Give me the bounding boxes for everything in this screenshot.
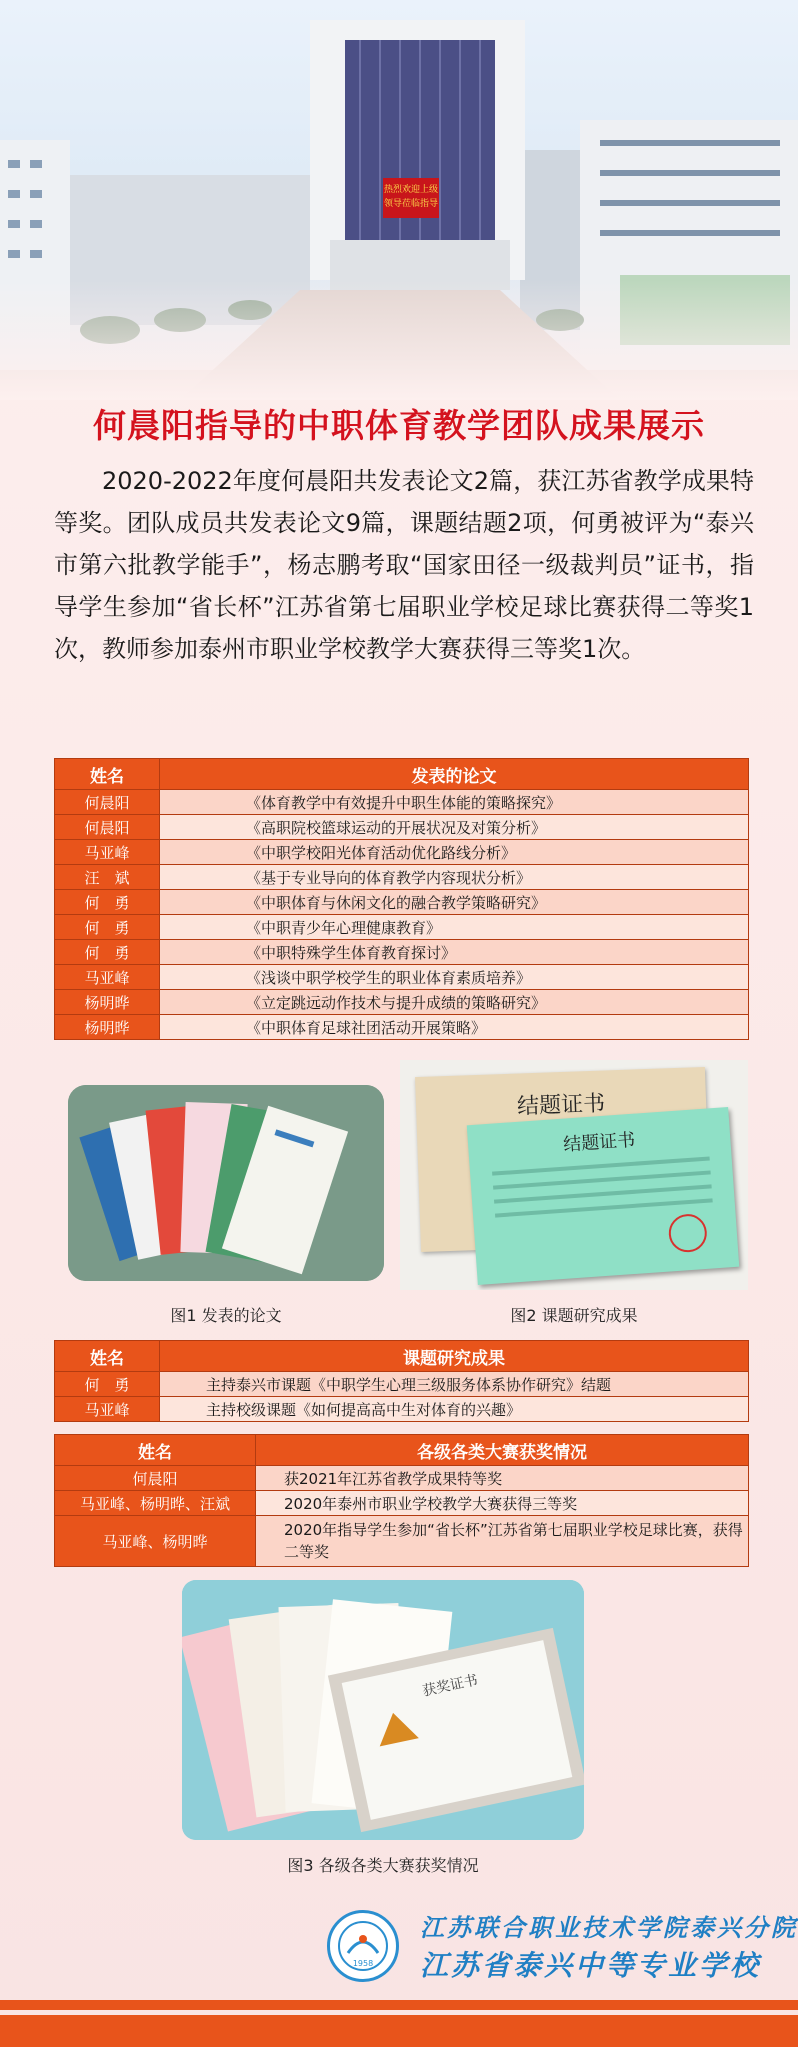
table-row xyxy=(55,965,749,990)
footer-bar xyxy=(0,2015,798,2047)
awards-table xyxy=(54,1434,749,1567)
author-cell: 杨明晔 xyxy=(55,990,160,1015)
member-cell: 何晨阳 xyxy=(55,1466,256,1491)
table-row xyxy=(55,865,749,890)
author-cell: 何晨阳 xyxy=(55,815,160,840)
member-cell: 马亚峰、杨明晔、汪斌 xyxy=(55,1491,256,1516)
school-emblem-icon xyxy=(330,1913,396,1979)
hero-fade xyxy=(0,280,798,400)
table-row xyxy=(55,790,749,815)
intro-paragraph: 2020-2022年度何晨阳共发表论文2篇，获江苏省教学成果特等奖。团队成员共发表论文9篇，课题结题2项，何勇被评为“泰兴市第六批教学能手”，杨志鹏考取“国家田径一级裁判员”证书，指导学生参加“省长杯”江苏省第七届职业学校足球比赛获得二等奖1次，教师参加泰州市职业学校教学大赛获得三等奖1次。 xyxy=(54,467,754,663)
awards-header-result: 各级各类大赛获奖情况 xyxy=(256,1435,749,1466)
papers-header-title: 发表的论文 xyxy=(160,759,749,790)
author-cell: 何 勇 xyxy=(55,890,160,915)
member-cell: 何 勇 xyxy=(55,1372,160,1397)
member-cell: 马亚峰 xyxy=(55,1397,160,1422)
certificate-front-title: 结题证书 xyxy=(562,1129,636,1156)
paper-cell: 《中职特殊学生体育教育探讨》 xyxy=(160,940,749,965)
table-row xyxy=(55,840,749,865)
paper-cell: 《中职学校阳光体育活动优化路线分析》 xyxy=(160,840,749,865)
table-row xyxy=(55,815,749,840)
table-row xyxy=(55,1466,749,1491)
table-row xyxy=(55,990,749,1015)
footer-stripe xyxy=(0,2000,798,2010)
paper-cell: 《立定跳远动作技术与提升成绩的策略研究》 xyxy=(160,990,749,1015)
paper-cell: 《浅谈中职学校学生的职业体育素质培养》 xyxy=(160,965,749,990)
paper-cell: 《体育教学中有效提升中职生体能的策略探究》 xyxy=(160,790,749,815)
paper-cell: 《基于专业导向的体育教学内容现状分析》 xyxy=(160,865,749,890)
hero-photo xyxy=(0,0,798,400)
table-row xyxy=(55,1397,749,1422)
logo-year: 1958 xyxy=(352,1959,374,1968)
project-cell: 主持校级课题《如何提高高中生对体育的兴趣》 xyxy=(160,1397,749,1422)
table-row xyxy=(55,1491,749,1516)
projects-header-result: 课题研究成果 xyxy=(160,1341,749,1372)
awards-illustration xyxy=(182,1580,584,1840)
school-name-2: 江苏省泰兴中等专业学校 xyxy=(420,1949,762,1982)
magazines-illustration xyxy=(68,1085,384,1281)
author-cell: 杨明晔 xyxy=(55,1015,160,1040)
author-cell: 何 勇 xyxy=(55,915,160,940)
led-banner xyxy=(383,178,439,218)
figure-3-caption: 图3 各级各类大赛获奖情况 xyxy=(287,1856,479,1875)
awards-header-row xyxy=(55,1435,749,1466)
papers-table xyxy=(54,758,749,1040)
figure-1-caption: 图1 发表的论文 xyxy=(170,1306,282,1325)
certificate-front xyxy=(467,1107,740,1285)
paper-cell: 《中职体育与休闲文化的融合教学策略研究》 xyxy=(160,890,749,915)
author-cell: 何 勇 xyxy=(55,940,160,965)
certificate-back-title: 结题证书 xyxy=(516,1091,606,1120)
award-cell: 2020年泰州市职业学校教学大赛获得三等奖 xyxy=(256,1491,749,1516)
paper-cell: 《中职青少年心理健康教育》 xyxy=(160,915,749,940)
published-papers-photo xyxy=(68,1085,384,1281)
awards-header-name: 姓名 xyxy=(55,1435,256,1466)
table-row xyxy=(55,1372,749,1397)
table-row xyxy=(55,1015,749,1040)
author-cell: 马亚峰 xyxy=(55,840,160,865)
award-certificate-title: 获奖证书 xyxy=(421,1672,480,1700)
papers-header-name: 姓名 xyxy=(55,759,160,790)
school-logo xyxy=(327,1910,399,1982)
table-row xyxy=(55,940,749,965)
author-cell: 马亚峰 xyxy=(55,965,160,990)
project-cell: 主持泰兴市课题《中职学生心理三级服务体系协作研究》结题 xyxy=(160,1372,749,1397)
projects-header-name: 姓名 xyxy=(55,1341,160,1372)
led-line-2: 领导莅临指导 xyxy=(383,199,438,209)
award-cell: 2020年指导学生参加“省长杯”江苏省第七届职业学校足球比赛，获得二等奖 xyxy=(256,1516,749,1567)
table-row xyxy=(55,1516,749,1567)
award-certificates-photo xyxy=(182,1580,584,1840)
figure-2-caption: 图2 课题研究成果 xyxy=(510,1306,638,1325)
paper-cell: 《中职体育足球社团活动开展策略》 xyxy=(160,1015,749,1040)
page-title: 何晨阳指导的中职体育教学团队成果展示 xyxy=(93,406,705,445)
projects-table xyxy=(54,1340,749,1422)
project-certificates-photo xyxy=(400,1060,748,1290)
school-name-1: 江苏联合职业技术学院泰兴分院 xyxy=(420,1913,798,1942)
paper-cell: 《高职院校篮球运动的开展状况及对策分析》 xyxy=(160,815,749,840)
award-cell: 获2021年江苏省教学成果特等奖 xyxy=(256,1466,749,1491)
member-cell: 马亚峰、杨明晔 xyxy=(55,1516,256,1567)
author-cell: 何晨阳 xyxy=(55,790,160,815)
led-line-1: 热烈欢迎上级 xyxy=(383,185,438,195)
papers-header-row xyxy=(55,759,749,790)
table-row xyxy=(55,890,749,915)
seal-icon xyxy=(668,1213,709,1254)
author-cell: 汪 斌 xyxy=(55,865,160,890)
table-row xyxy=(55,915,749,940)
projects-header-row xyxy=(55,1341,749,1372)
